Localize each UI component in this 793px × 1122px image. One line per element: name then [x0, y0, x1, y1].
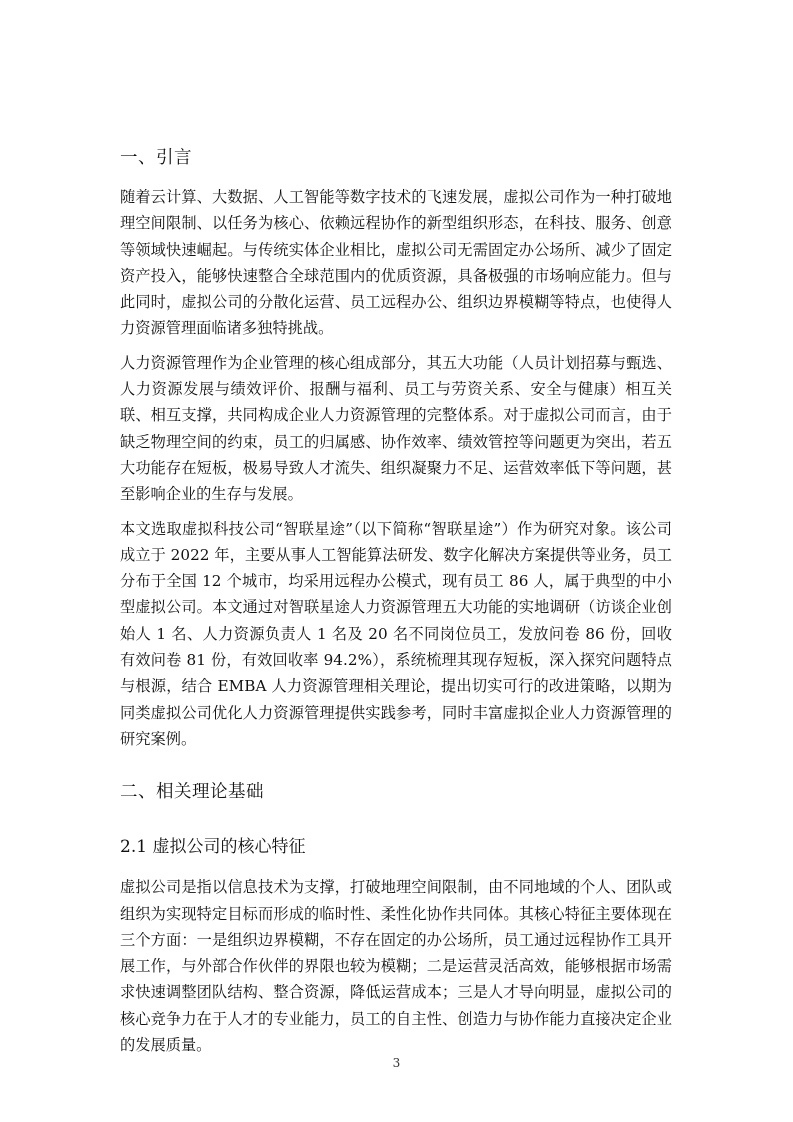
page-number: 3: [392, 1056, 401, 1070]
intro-paragraph-1: 随着云计算、大数据、人工智能等数字技术的飞速发展，虚拟公司作为一种打破地理空间限制、以任务为核心、依赖远程协作的新型组织形态，在科技、服务、创意等领域快速崛起。与传统实体企业相比，虚拟公司无需固定办公场所、减少了固定资产投入，能够快速整合全球范围内的优质资源，具备极强的市场响应能力。但与此同时，虚拟公司的分散化运营、员工远程办公、组织边界模糊等特点，也使得人力资源管理面临诸多独特挑战。: [120, 188, 672, 338]
section-heading-theory: 二、相关理论基础: [120, 782, 264, 803]
page-content: [120, 140, 672, 1066]
intro-paragraph-3: 本文选取虚拟科技公司“智联星途”（以下简称“智联星途”）作为研究对象。该公司成立于 2022 年，主要从事人工智能算法研发、数字化解决方案提供等业务，员工分布于全国 12 个城市，均采用远程办公模式，现有员工 86 人，属于典型的中小型虚拟公司。本文通过对智联星途人力资源管理五大功能的实地调研（访谈企业创始人 1 名、人力资源负责人 1 名及 20 名不同岗位员工，发放问卷 86 份，回收有效问卷 81 份，有效回收率 94.2%），系统梳理其现存短板，深入探究问题特点与根源，结合 EMBA 人力资源管理相关理论，提出切实可行的改进策略，以期为同类虚拟公司优化人力资源管理提供实践参考，同时丰富虚拟企业人力资源管理的研究案例。: [120, 519, 672, 748]
section-heading-introduction: 一、引言: [120, 148, 192, 168]
subsection-heading-core-features: 2.1 虚拟公司的核心特征: [120, 837, 306, 858]
core-features-paragraph: 虚拟公司是指以信息技术为支撑，打破地理空间限制，由不同地域的个人、团队或组织为实现特定目标而形成的临时性、柔性化协作共同体。其核心特征主要体现在三个方面：一是组织边界模糊，不存在固定的办公场所，员工通过远程协作工具开展工作，与外部合作伙伴的界限也较为模糊；二是运营灵活高效，能够根据市场需求快速调整团队结构、整合资源，降低运营成本；三是人才导向明显，虚拟公司的核心竞争力在于人才的专业能力，员工的自主性、创造力与协作能力直接决定企业的发展质量。: [120, 878, 672, 1055]
intro-paragraph-2: 人力资源管理作为企业管理的核心组成部分，其五大功能（人员计划招募与甄选、人力资源发展与绩效评价、报酬与福利、员工与劳资关系、安全与健康）相互关联、相互支撑，共同构成企业人力资源管理的完整体系。对于虚拟公司而言，由于缺乏物理空间的约束，员工的归属感、协作效率、绩效管控等问题更为突出，若五大功能存在短板，极易导致人才流失、组织凝聚力不足、运营效率低下等问题，甚至影响企业的生存与发展。: [120, 353, 672, 504]
